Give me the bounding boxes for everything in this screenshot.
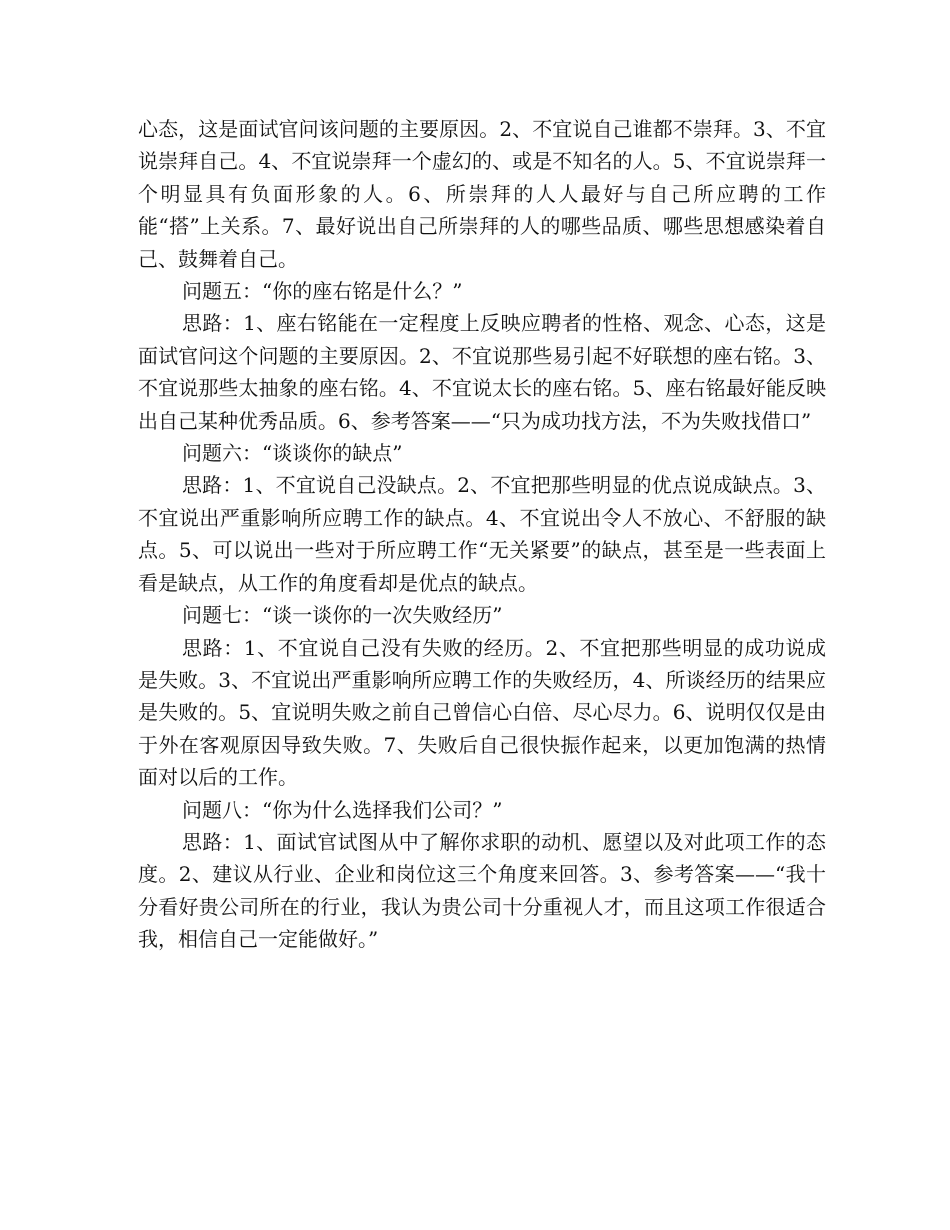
body-paragraph: 思路：1、面试官试图从中了解你求职的动机、愿望以及对此项工作的态度。2、建议从行业、企业和岗位这三个角度来回答。3、参考答案——“我十分看好贵公司所在的行业，我认为贵公司十分重视人才，而且这项工作很适合我，相信自己一定能做好。” (138, 829, 826, 952)
document-page (138, 113, 826, 956)
body-paragraph: 思路：1、不宜说自己没有失败的经历。2、不宜把那些明显的成功说成是失败。3、不宜说出严重影响所应聘工作的失败经历，4、所谈经历的结果应是失败的。5、宜说明失败之前自己曾信心白倍、尽心尽力。6、说明仅仅是由于外在客观原因导致失败。7、失败后自己很快振作起来，以更加饱满的热情面对以后的工作。 (138, 635, 826, 790)
body-paragraph: 思路：1、座右铭能在一定程度上反映应聘者的性格、观念、心态，这是面试官问这个问题的主要原因。2、不宜说那些易引起不好联想的座右铭。3、不宜说那些太抽象的座右铭。4、不宜说太长的座右铭。5、座右铭最好能反映出自己某种优秀品质。6、参考答案——“只为成功找方法，不为失败找借口” (138, 311, 826, 433)
question-heading: 问题七：“谈一谈你的一次失败经历” (182, 603, 503, 628)
question-heading: 问题五：“你的座右铭是什么？” (182, 279, 463, 304)
body-paragraph: 思路：1、不宜说自己没缺点。2、不宜把那些明显的优点说成缺点。3、不宜说出严重影响所应聘工作的缺点。4、不宜说出令人不放心、不舒服的缺点。5、可以说出一些对于所应聘工作“无关紧要”的缺点，甚至是一些表面上看是缺点，从工作的角度看却是优点的缺点。 (138, 473, 826, 595)
question-heading: 问题八：“你为什么选择我们公司？” (182, 797, 503, 822)
question-heading: 问题六：“谈谈你的缺点” (182, 441, 403, 466)
body-paragraph: 心态，这是面试官问该问题的主要原因。2、不宜说自己谁都不崇拜。3、不宜说崇拜自己。4、不宜说崇拜一个虚幻的、或是不知名的人。5、不宜说崇拜一个明显具有负面形象的人。6、所崇拜的人人最好与自己所应聘的工作能“搭”上关系。7、最好说出自己所崇拜的人的哪些品质、哪些思想感染着自己、鼓舞着自己。 (138, 117, 826, 271)
